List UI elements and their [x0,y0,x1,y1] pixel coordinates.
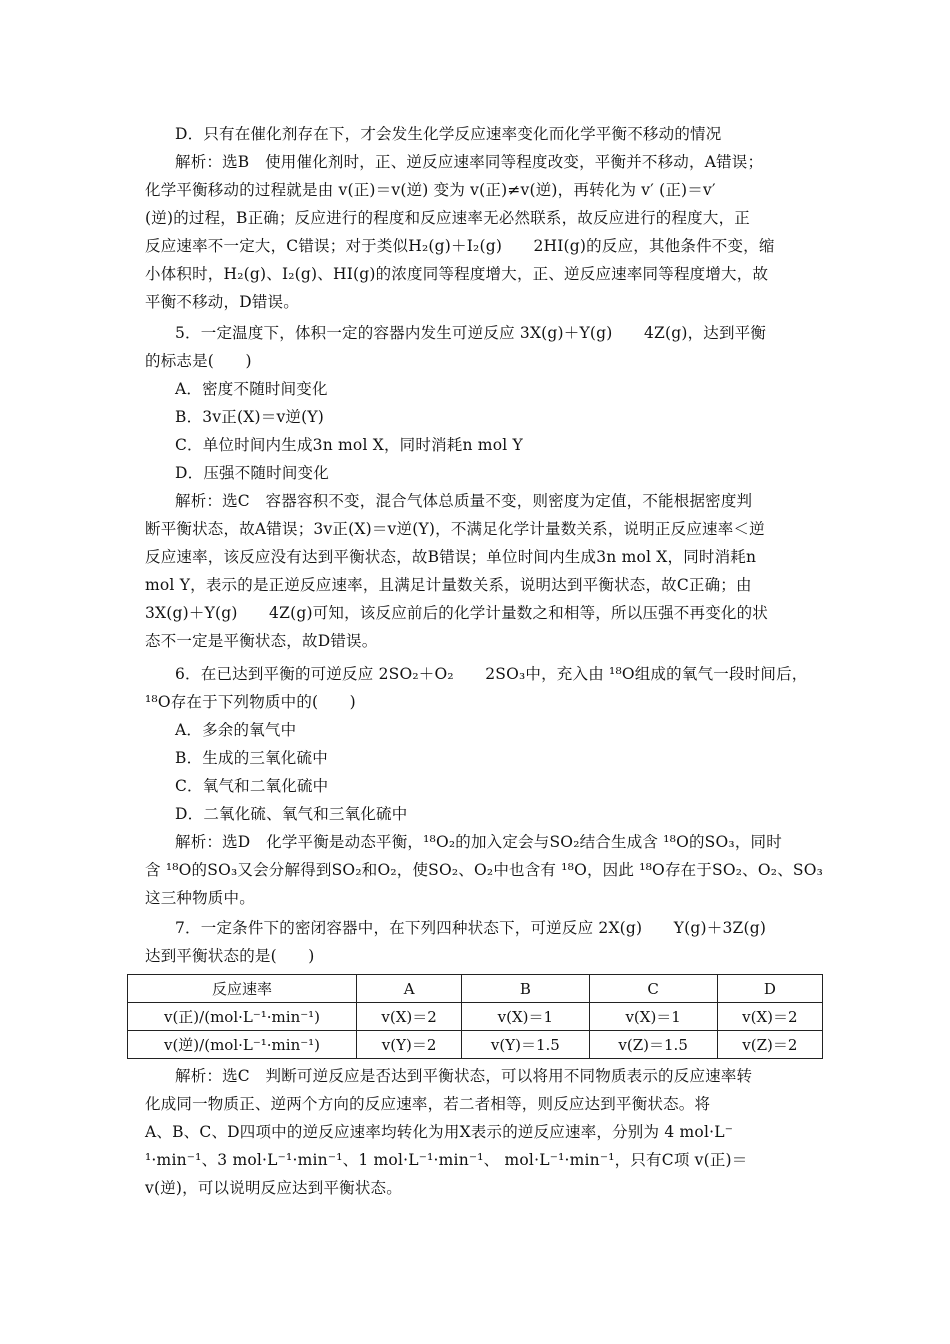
option-a-q6: A．多余的氧气中 [175,721,297,739]
solution-q4-line: 化学平衡移动的过程就是由 v(正)＝v(逆) 变为 v(正)≠v(逆)，再转化为 v′ (正)＝v′ [145,181,716,199]
solution-q7-line: A、B、C、D四项中的逆反应速率均转化为用X表示的逆反应速率，分别为 4 mol·L⁻ [145,1123,734,1141]
table-header-cell: B [462,975,589,1003]
table-cell: v(Y)＝1.5 [462,1031,589,1059]
table-cell: v(Z)＝1.5 [589,1031,717,1059]
solution-q4-line: 平衡不移动，D错误。 [145,293,299,311]
table-cell: v(逆)/(mol·L⁻¹·min⁻¹) [128,1031,357,1059]
option-d-q4: D．只有在催化剂存在下，才会发生化学反应速率变化而化学平衡不移动的情况 [175,125,722,143]
question-7-stem: 7．一定条件下的密闭容器中，在下列四种状态下，可逆反应 2X(g) Y(g)＋3Z(g) [175,919,767,937]
solution-q5-line: 解析：选C 容器容积不变，混合气体总质量不变，则密度为定值，不能根据密度判 [175,492,753,510]
solution-q6-line: 含 ¹⁸O的SO₃又会分解得到SO₂和O₂，使SO₂、O₂中也含有 ¹⁸O，因此 ¹⁸O存在于SO₂、O₂、SO₃ [145,861,824,879]
solution-q7-line: 化成同一物质正、逆两个方向的反应速率，若二者相等，则反应达到平衡状态。将 [145,1095,711,1113]
table-row [128,1031,823,1059]
table-header-row [128,975,823,1003]
table-cell: v(X)＝2 [717,1003,822,1031]
solution-q4-line: 反应速率不一定大，C错误；对于类似H₂(g)＋I₂(g) 2HI(g)的反应，其他条件不变，缩 [145,237,775,255]
table-cell: v(X)＝1 [462,1003,589,1031]
question-5-stem: 的标志是( ) [145,352,252,370]
solution-q5-line: 断平衡状态，故A错误；3v正(X)＝v逆(Y)，不满足化学计量数关系，说明正反应速率＜逆 [145,520,765,538]
option-b-q6: B．生成的三氧化硫中 [175,749,328,767]
table-header-cell: A [357,975,462,1003]
question-6-stem: 6．在已达到平衡的可逆反应 2SO₂＋O₂ 2SO₃中，充入由 ¹⁸O组成的氧气一段时间后， [175,665,808,683]
solution-q5-line: 态不一定是平衡状态，故D错误。 [145,632,378,650]
solution-q7-line: ¹·min⁻¹、3 mol·L⁻¹·min⁻¹、1 mol·L⁻¹·min⁻¹、 mol·L⁻¹·min⁻¹，只有C项 v(正)＝ [145,1151,748,1169]
reaction-rate-table [127,974,823,1059]
solution-q4-line: 解析：选B 使用催化剂时，正、逆反应速率同等程度改变，平衡并不移动，A错误； [175,153,764,171]
solution-q7-line: v(逆)，可以说明反应达到平衡状态。 [145,1179,402,1197]
solution-q4-line: (逆)的过程，B正确；反应进行的程度和反应速率无必然联系，故反应进行的程度大，正 [145,209,750,227]
option-d-q6: D．二氧化硫、氧气和三氧化硫中 [175,805,408,823]
option-d-q5: D．压强不随时间变化 [175,464,329,482]
option-c-q6: C．氧气和二氧化硫中 [175,777,329,795]
table-header-cell: 反应速率 [128,975,357,1003]
question-5-stem: 5．一定温度下，体积一定的容器内发生可逆反应 3X(g)＋Y(g) 4Z(g)，达到平衡 [175,324,767,342]
table-cell: v(X)＝1 [589,1003,717,1031]
table-row [128,1003,823,1031]
table-cell: v(X)＝2 [357,1003,462,1031]
option-c-q5: C．单位时间内生成3n mol X，同时消耗n mol Y [175,436,523,454]
table-cell: v(正)/(mol·L⁻¹·min⁻¹) [128,1003,357,1031]
table-header-cell: D [717,975,822,1003]
solution-q5-line: 3X(g)＋Y(g) 4Z(g)可知，该反应前后的化学计量数之和相等，所以压强不再变化的状 [145,604,769,622]
table-cell: v(Y)＝2 [357,1031,462,1059]
solution-q5-line: mol Y，表示的是正逆反应速率，且满足计量数关系，说明达到平衡状态，故C正确；由 [145,576,752,594]
question-6-stem: ¹⁸O存在于下列物质中的( ) [145,693,356,711]
solution-q6-line: 解析：选D 化学平衡是动态平衡，¹⁸O₂的加入定会与SO₂结合生成含 ¹⁸O的SO₃，同时 [175,833,782,851]
solution-q4-line: 小体积时，H₂(g)、I₂(g)、HI(g)的浓度同等程度增大，正、逆反应速率同等程度增大，故 [145,265,769,283]
question-7-stem: 达到平衡状态的是( ) [145,947,315,965]
option-b-q5: B．3v正(X)＝v逆(Y) [175,408,325,426]
solution-q5-line: 反应速率，该反应没有达到平衡状态，故B错误；单位时间内生成3n mol X，同时消耗n [145,548,757,566]
table-cell: v(Z)＝2 [717,1031,822,1059]
solution-q6-line: 这三种物质中。 [145,889,255,907]
option-a-q5: A．密度不随时间变化 [175,380,328,398]
table-header-cell: C [589,975,717,1003]
solution-q7-line: 解析：选C 判断可逆反应是否达到平衡状态，可以将用不同物质表示的反应速率转 [175,1067,753,1085]
